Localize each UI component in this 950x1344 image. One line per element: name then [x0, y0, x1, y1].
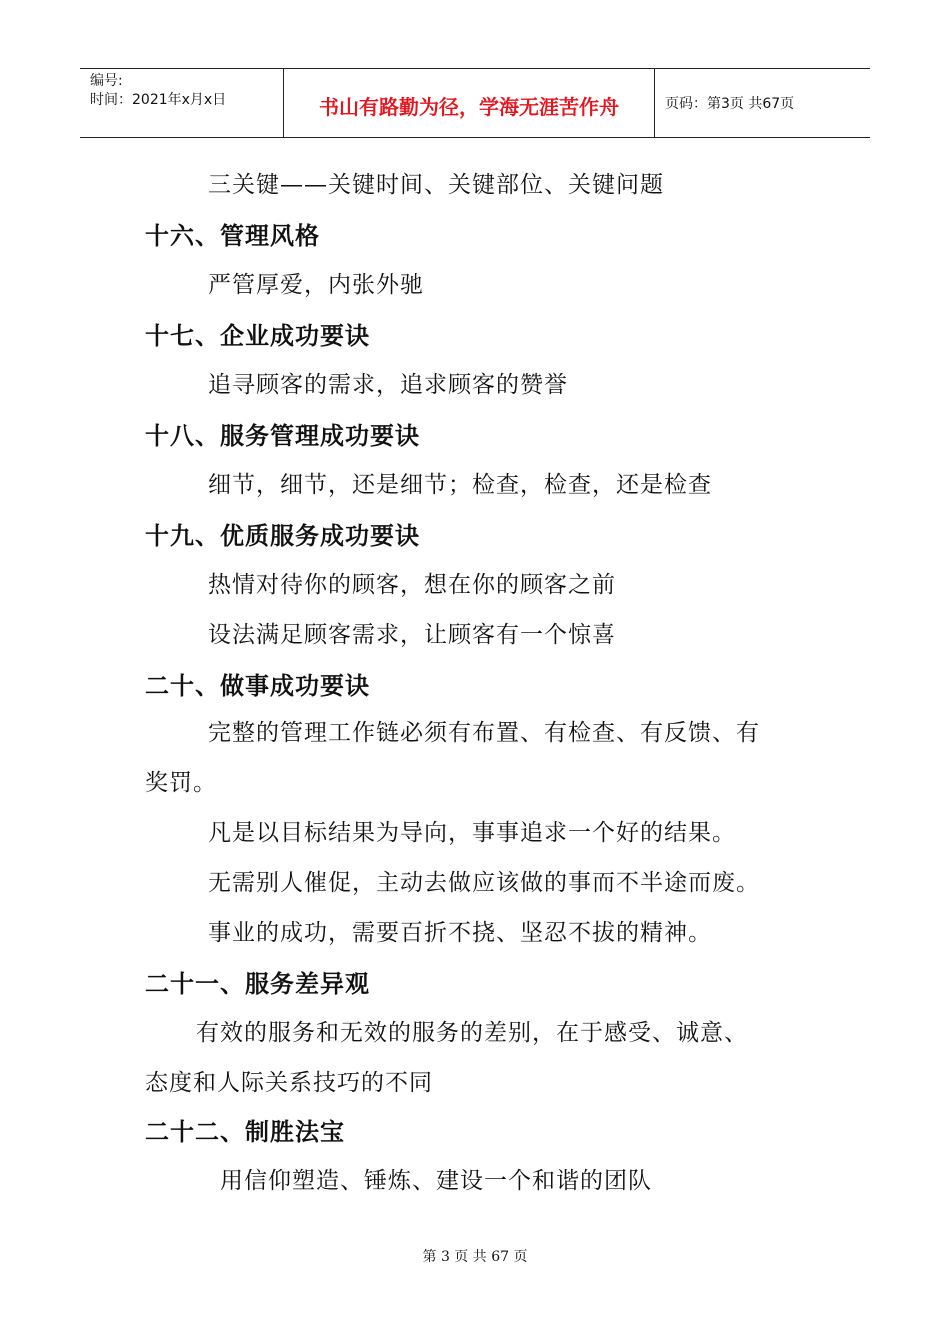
header-motto-cell — [283, 69, 655, 137]
section-21-title: 二十一、服务差异观 — [145, 970, 370, 998]
section-17-title: 十七、企业成功要诀 — [145, 322, 370, 350]
header-meta — [80, 69, 283, 137]
section-19-line-2: 设法满足顾客需求，让顾客有一个惊喜 — [208, 622, 616, 648]
section-17-line-1: 追寻顾客的需求，追求顾客的赞誉 — [208, 372, 568, 398]
section-19-title: 十九、优质服务成功要诀 — [145, 522, 420, 550]
number-label: 编号: — [90, 73, 123, 89]
section-16-title: 十六、管理风格 — [145, 222, 320, 250]
section-21-line-1b: 态度和人际关系技巧的不同 — [145, 1070, 433, 1096]
section-22-title: 二十二、制胜法宝 — [145, 1118, 345, 1146]
section-20-line-1a: 完整的管理工作链必须有布置、有检查、有反馈、有 — [208, 720, 760, 746]
section-16-line-1: 严管厚爱，内张外驰 — [208, 272, 424, 298]
motto: 书山有路勤为径，学海无涯苦作舟 — [319, 95, 619, 119]
section-18-line-1: 细节，细节，还是细节；检查，检查，还是检查 — [208, 472, 712, 498]
time-label: 时间：2021年x月x日 — [90, 92, 227, 108]
section-20-line-3: 无需别人催促，主动去做应该做的事而不半途而废。 — [208, 870, 760, 896]
section-20-line-4: 事业的成功，需要百折不挠、坚忍不拔的精神。 — [208, 920, 712, 946]
section-20-line-1b: 奖罚。 — [145, 770, 217, 796]
section-22-line-1: 用信仰塑造、锤炼、建设一个和谐的团队 — [220, 1168, 652, 1194]
section-18-title: 十八、服务管理成功要诀 — [145, 422, 420, 450]
section-19-line-1: 热情对待你的顾客，想在你的顾客之前 — [208, 572, 616, 598]
intro-line: 三关键——关键时间、关键部位、关键问题 — [208, 172, 664, 198]
section-20-line-2: 凡是以目标结果为导向，事事追求一个好的结果。 — [208, 820, 736, 846]
section-20-title: 二十、做事成功要诀 — [145, 672, 370, 700]
header-page-code: 页码：第3页 共67页 — [665, 96, 795, 112]
section-21-line-1a: 有效的服务和无效的服务的差别，在于感受、诚意、 — [196, 1020, 748, 1046]
page-header — [80, 68, 870, 138]
page-footer: 第 3 页 共 67 页 — [422, 1249, 528, 1265]
